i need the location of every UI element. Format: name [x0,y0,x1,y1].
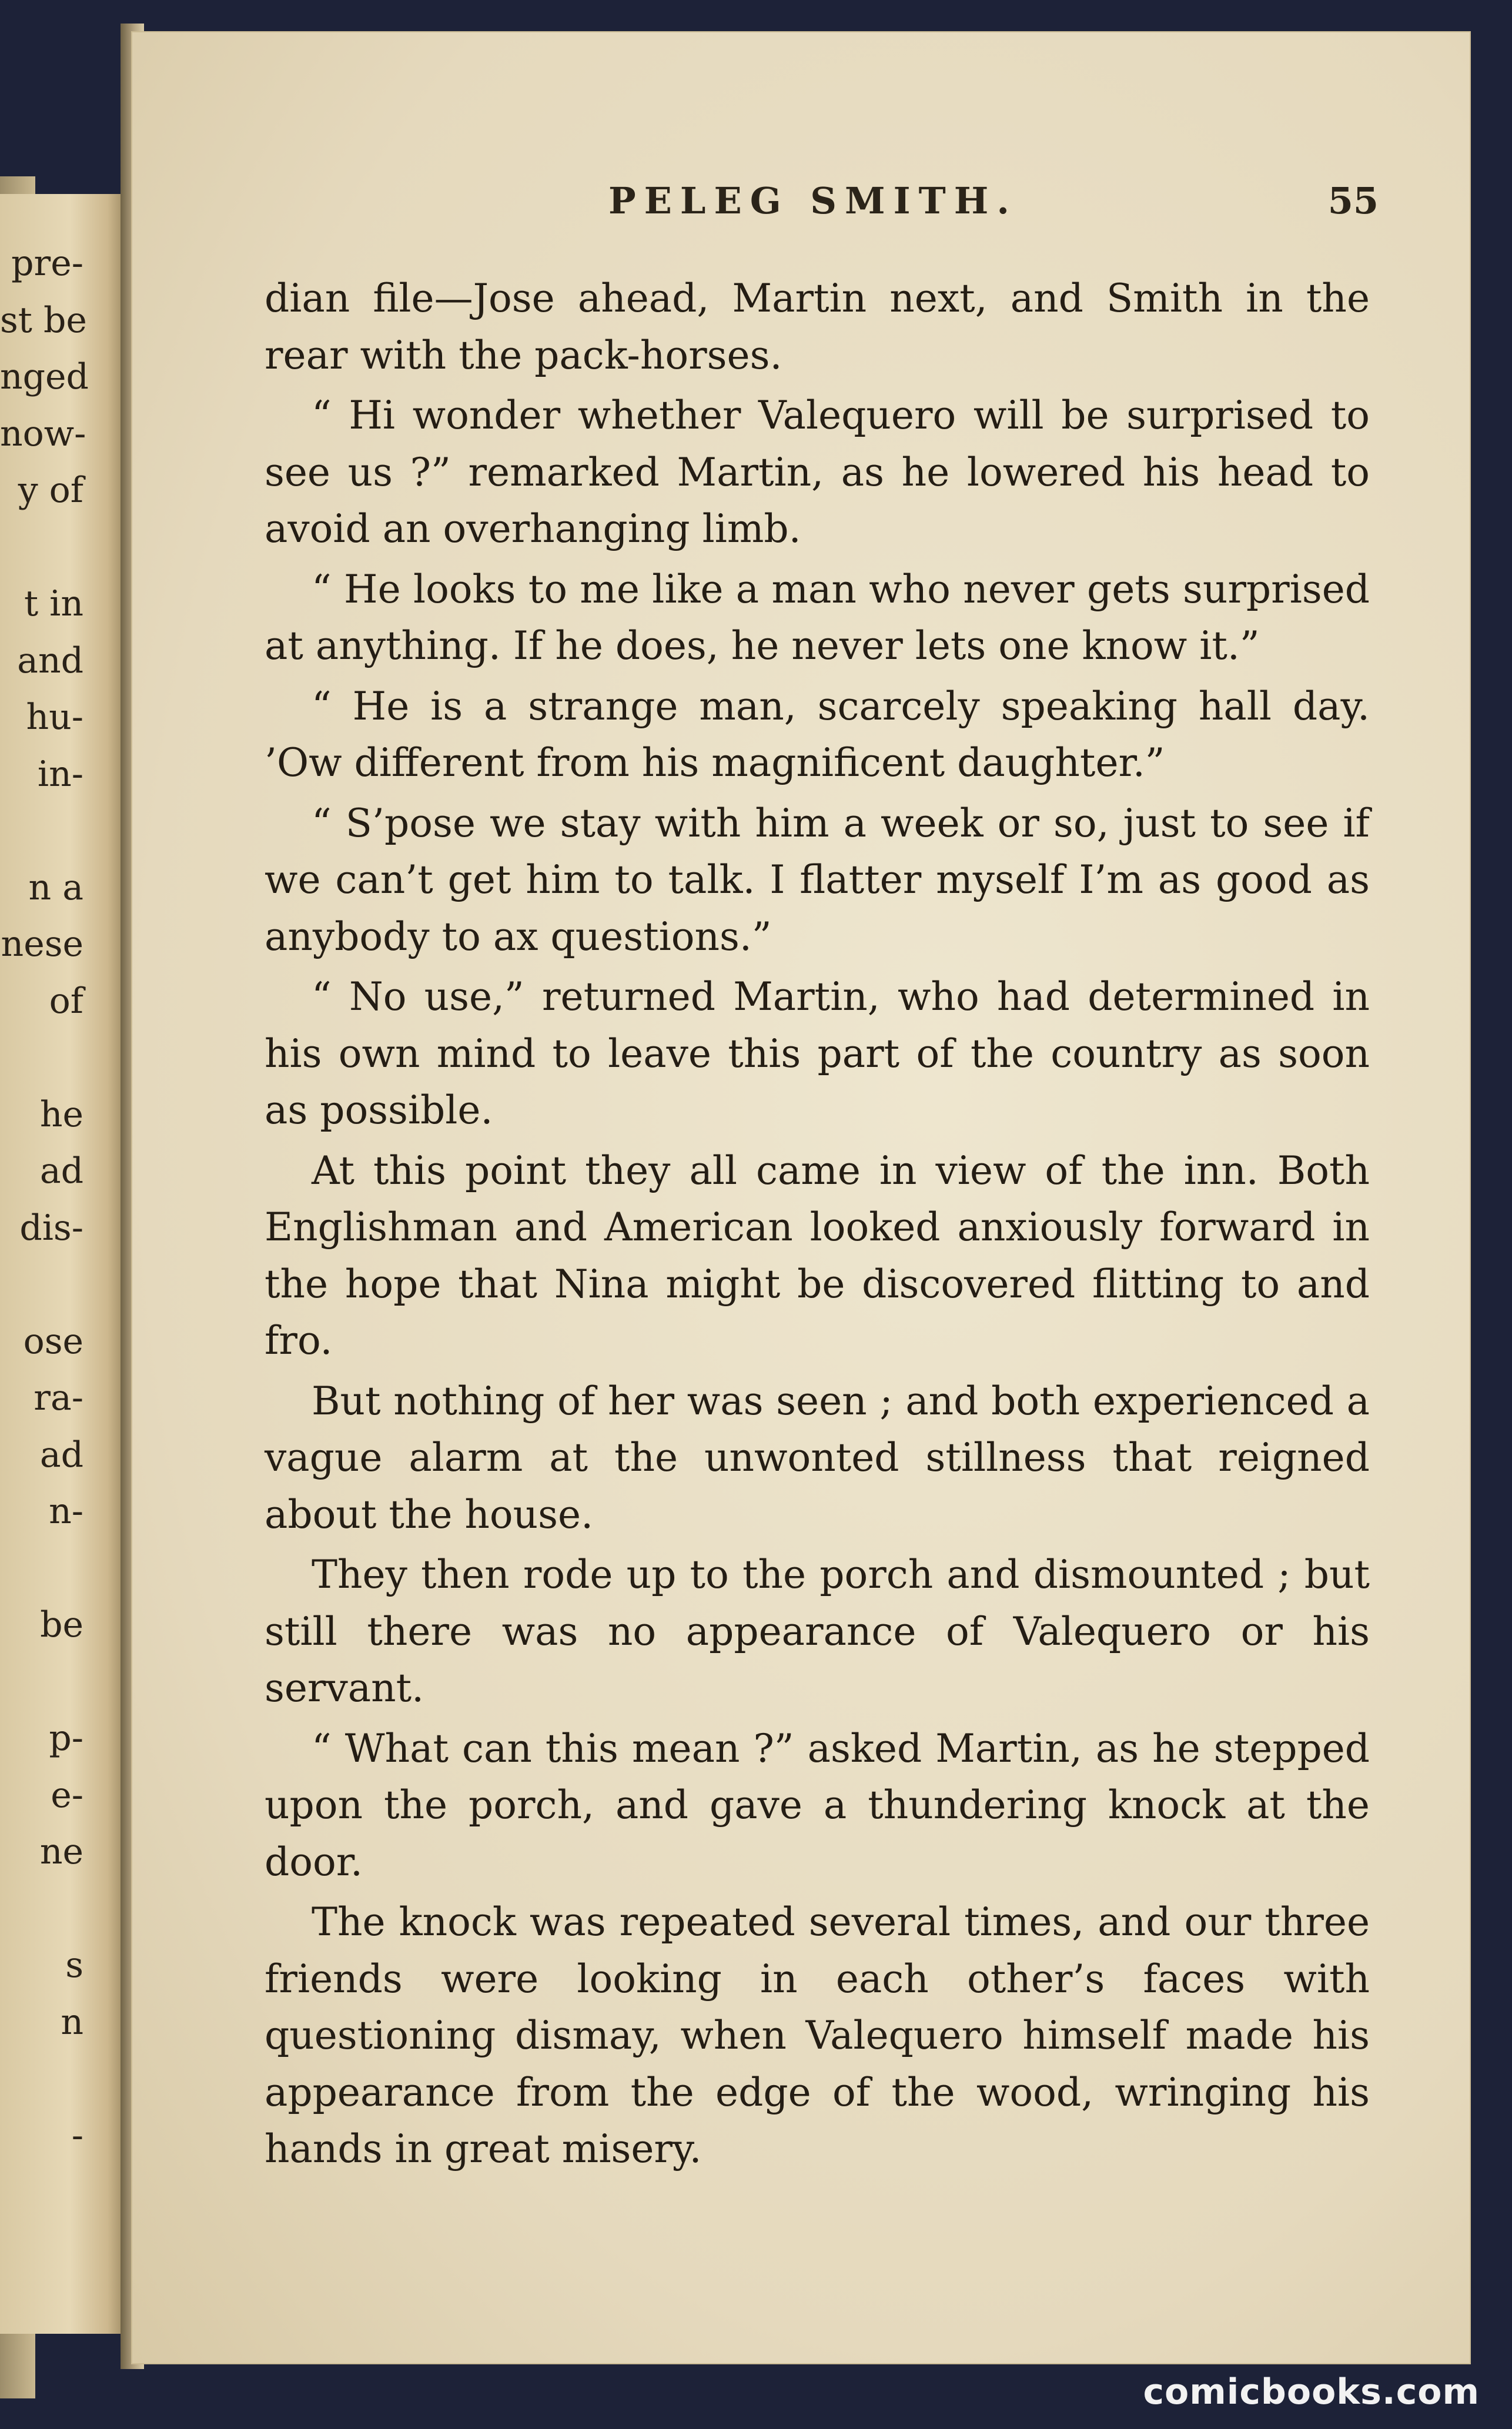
left-page-fragment: dis- [19,1207,83,1249]
left-page-fragment [0,2050,118,2107]
page-number: 55 [1327,179,1379,222]
left-page-fragment: he [39,1093,83,1135]
left-page-fragment [0,1540,118,1597]
left-page-fragment: ra- [34,1377,83,1418]
paragraph: “ No use,” returned Martin, who had determined in his own mind to leave this part of the country as soon as possible. [265,974,1370,1133]
paragraph: They then rode up to the porch and dismounted ; but still there was no appearance of Valequero or his servant. [265,1552,1370,1711]
left-page-fragment: e- [51,1774,83,1816]
left-page-fragment: - [71,2114,83,2156]
paragraph: “ He is a strange man, scarcely speaking hall day. ’Ow different from his magnificent daughter.” [265,683,1370,785]
left-page-fragment: ad [39,1434,83,1476]
left-page-fragment: and [17,640,83,681]
paragraph: “ What can this mean ?” asked Martin, as he stepped upon the porch, and gave a thundering knock at the door. [265,1725,1370,1885]
left-page-fragment: now- [0,413,86,454]
paragraph: The knock was repeated several times, and our three friends were looking in each other’s faces with questioning dismay, when Valequero himself made his appearance from the edge of the wood, wringing his hands in great misery. [265,1899,1370,2172]
left-page-fragment [0,1256,118,1313]
paragraph: dian file—Jose ahead, Martin next, and Smith in the rear with the pack-horses. [265,276,1370,378]
left-page-edge [0,194,126,2334]
paragraph: “ Hi wonder whether Valequero will be surprised to see us ?” remarked Martin, as he lowered his head to avoid an overhanging limb. [265,393,1370,551]
left-page-fragment: pre- [11,243,83,284]
left-page-fragment: in- [37,753,83,795]
left-page-fragment: t in [24,583,83,624]
left-page-fragment: of [49,980,83,1022]
left-page-fragment [0,1029,118,1086]
left-page-fragment: nese [1,924,83,965]
paragraph: At this point they all came in view of the inn. Both Englishman and American looked anxiously forward in the hope that Nina might be discovered flitting to and fro. [265,1147,1370,1363]
left-page-fragment: ad [39,1150,83,1192]
left-page-fragment [0,519,118,576]
left-page-fragment: y of [18,470,83,511]
book-page [132,32,1470,2363]
left-page-fragment [0,1654,118,1711]
running-title: PELEG SMITH. [608,179,1018,222]
body-text [265,270,1370,2178]
left-page-fragment: n- [49,1491,83,1532]
left-page-fragment: nged [0,356,89,397]
left-page-fragment: ose [23,1320,83,1362]
left-page-fragment: p- [49,1718,83,1759]
page-header [461,179,1379,232]
paragraph: “ S’pose we stay with him a week or so, just to see if we can’t get him to talk. I flatter myself I’m as good as anybody to ax questions.” [265,800,1370,959]
left-page-fragment: n [61,2001,83,2043]
paragraph: “ He looks to me like a man who never gets surprised at anything. If he does, he never lets one know it.” [265,566,1370,668]
left-page-fragment: st be [0,299,87,341]
left-page-fragment: hu- [26,697,83,738]
left-page-fragment [0,802,118,859]
left-page-fragment: be [40,1604,83,1645]
watermark-text: comicbooks.com [1143,2371,1480,2413]
left-page-fragment: s [65,1945,83,1986]
paragraph: But nothing of her was seen ; and both experienced a vague alarm at the unwonted stillness that reigned about the house. [265,1378,1370,1537]
left-page-fragment: n a [28,866,83,908]
left-page-text-fragments [0,235,118,2164]
left-page-fragment [0,1881,118,1938]
left-page-fragment: ne [39,1831,83,1872]
